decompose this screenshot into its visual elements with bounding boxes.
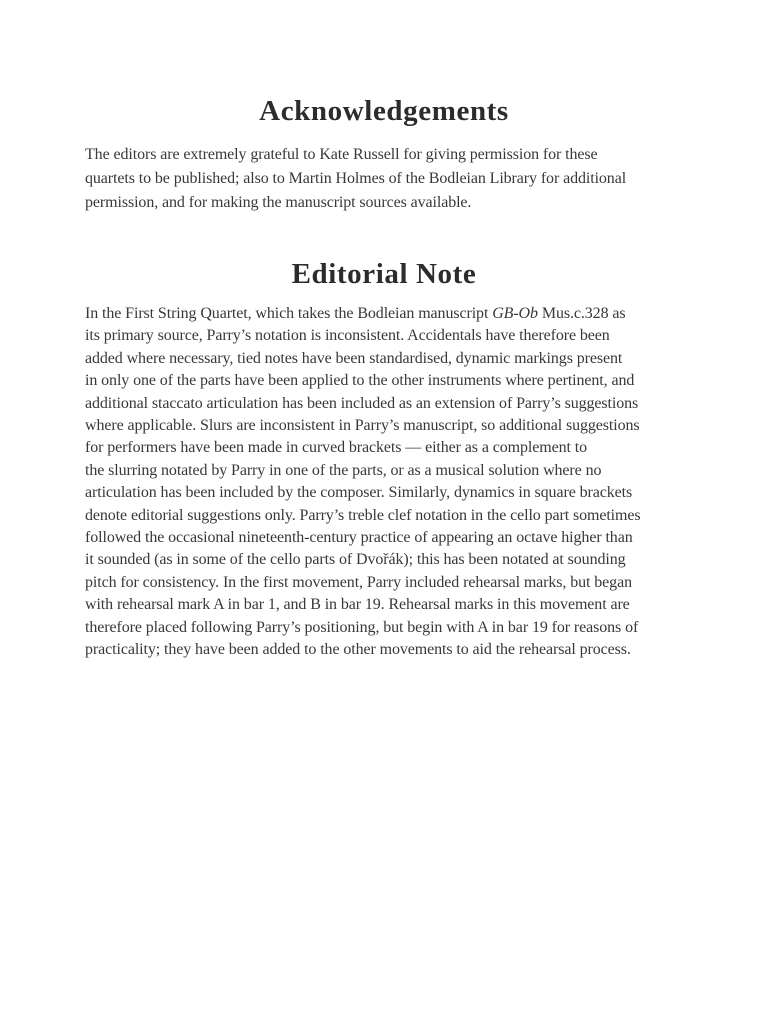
text-line: the slurring notated by Parry in one of the parts, or as a musical solution where no [85,461,602,479]
text-line: The editors are extremely grateful to Kate Russell for giving permission for these [85,146,598,163]
text-line: therefore placed following Parry’s positioning, but begin with A in bar 19 for reasons of [85,618,639,636]
text-line: additional staccato articulation has been included as an extension of Parry’s suggestions [85,394,639,412]
text-line: denote editorial suggestions only. Parry’s treble clef notation in the cello part sometimes [85,506,641,524]
text-line: where applicable. Slurs are inconsistent in Parry’s manuscript, so additional suggestions [85,417,640,435]
text-line: practicality; they have been added to the other movements to aid the rehearsal process. [85,641,631,659]
text-line: articulation has been included by the composer. Similarly, dynamics in square brackets [85,484,633,502]
text-line: its primary source, Parry’s notation is inconsistent. Accidentals have therefore been [85,327,610,345]
text-line: pitch for consistency. In the first movement, Parry included rehearsal marks, but began [85,573,632,591]
acknowledgements-heading: Acknowledgements [259,95,509,127]
text-line: for performers have been made in curved brackets — either as a complement to [85,439,587,457]
text-line: in only one of the parts have been applied to the other instruments where pertinent, and [85,372,635,390]
text-line: In the First String Quartet, which takes the Bodleian manuscript GB-Ob Mus.c.328 as [85,305,626,322]
editorial-note-paragraph [85,291,685,662]
text-line: followed the occasional nineteenth-century practice of appearing an octave higher than [85,529,633,547]
editorial-note-heading: Editorial Note [291,258,477,290]
acknowledgements-paragraph [85,128,685,215]
text-line: added where necessary, tied notes have been standardised, dynamic markings present [85,349,623,367]
text-line: quartets to be published; also to Martin Holmes of the Bodleian Library for additional [85,170,627,187]
text-line: with rehearsal mark A in bar 1, and B in bar 19. Rehearsal marks in this movement are [85,596,630,614]
text-line: it sounded (as in some of the cello parts of Dvořák); this has been notated at sounding [85,551,626,569]
text-line: permission, and for making the manuscript sources available. [85,194,472,211]
